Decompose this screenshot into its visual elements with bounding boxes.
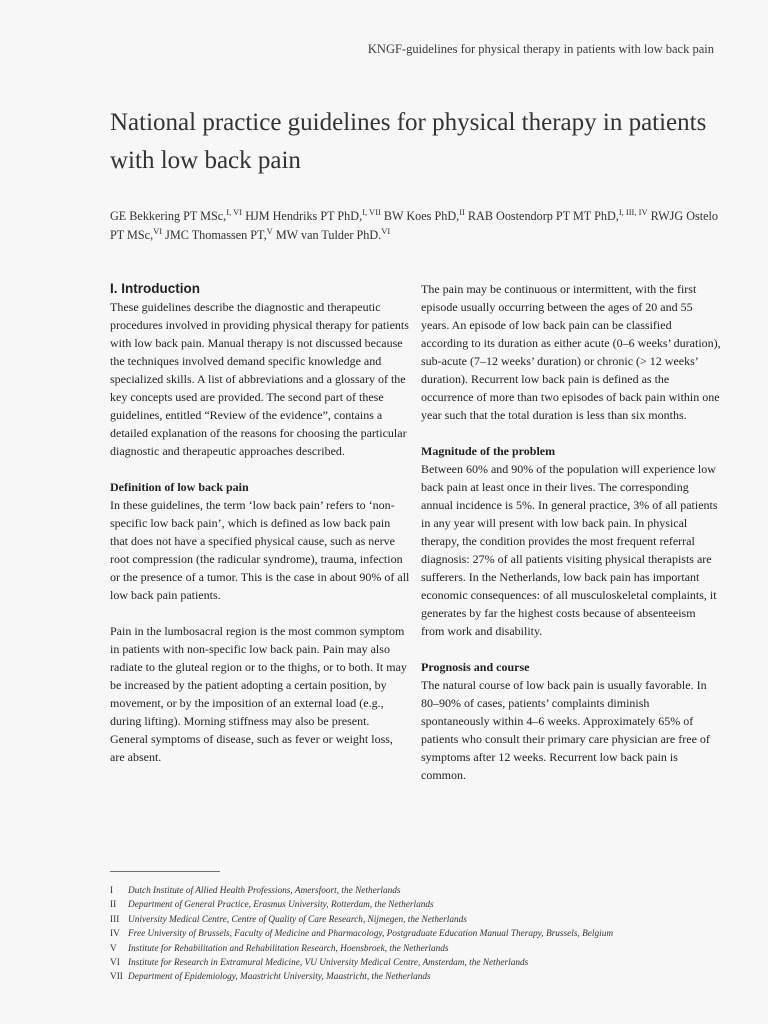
- author-affiliation: VI: [153, 225, 163, 236]
- author: RAB Oostendorp PT MT PhD,: [464, 209, 619, 223]
- right-column: [421, 280, 721, 784]
- paragraph-gap: [110, 604, 410, 622]
- footnote-item: [110, 942, 710, 956]
- footnote-text: Department of General Practice, Erasmus University, Rotterdam, the Netherlands: [128, 900, 434, 911]
- author: RWJG Ostelo PT MSc,: [110, 209, 719, 242]
- intro-paragraph: These guidelines describe the diagnostic and therapeutic procedures involved in providing physical therapy for patients with low back pain. Manual therapy is not discussed because the techniques involved demand specific knowledge and specialized skills. A list of abbreviations and a glossary of the key concepts used are provided. The second part of these guidelines, entitled “Review of the evidence”, contains a detailed explanation of the reasons for choosing the particular diagnostic and therapeutic approaches described.: [110, 300, 409, 458]
- footnote-number: III: [110, 914, 120, 925]
- left-column: [110, 280, 410, 766]
- author-affiliation: VI: [381, 225, 391, 236]
- footnote-number: V: [110, 943, 117, 954]
- paragraph-gap: [110, 460, 410, 478]
- author: JMC Thomassen PT,: [162, 228, 267, 242]
- footnote-item: [110, 927, 710, 941]
- running-header: KNGF-guidelines for physical therapy in patients with low back pain: [367, 42, 714, 56]
- definition-paragraph: In these guidelines, the term ‘low back pain’ refers to ‘non-specific low back pain’, which is defined as low back pain that does not have a specified physical cause, such as nerve root compression (the radicular syndrome), trauma, infection or the presence of a tumor. This is the case in about 90% of all low back pain patients.: [110, 498, 410, 602]
- subheading-magnitude: Magnitude of the problem: [421, 444, 556, 458]
- footnote-item: [110, 884, 710, 898]
- footnote-item: [110, 970, 710, 984]
- subheading-prognosis: Prognosis and course: [421, 660, 530, 674]
- author-affiliation: V: [266, 225, 273, 236]
- author-affiliation: I, VI: [226, 206, 243, 217]
- author: HJM Hendriks PT PhD,: [242, 209, 363, 223]
- section-heading-introduction: I. Introduction: [110, 281, 200, 296]
- footnote-rule: [110, 871, 220, 872]
- footnote-text: University Medical Centre, Centre of Quality of Care Research, Nijmegen, the Netherlands: [128, 914, 467, 925]
- author-affiliation: I, VII: [362, 206, 381, 217]
- footnote-text: Free University of Brussels, Faculty of Medicine and Pharmacology, Postgraduate Education Manual Therapy, Brussels, Belgium: [128, 929, 614, 940]
- footnote-number: I: [110, 886, 114, 896]
- author-list: [110, 207, 720, 245]
- footnote-text: Dutch Institute of Allied Health Professions, Amersfoort, the Netherlands: [128, 886, 401, 896]
- author-affiliation: II: [459, 206, 465, 217]
- footnote-number: VI: [110, 958, 120, 969]
- author: BW Koes PhD,: [380, 209, 460, 223]
- footnote-number: IV: [110, 929, 120, 940]
- footnote-text: Institute for Rehabilitation and Rehabilitation Research, Hoensbroek, the Netherlands: [128, 943, 449, 954]
- footnote-text: Department of Epidemiology, Maastricht University, Maastricht, the Netherlands: [128, 972, 431, 983]
- footnote-item: [110, 913, 710, 927]
- author-affiliation: I, III, IV: [618, 206, 648, 217]
- paragraph-gap: [421, 424, 721, 442]
- duration-paragraph: The pain may be continuous or intermittent, with the first episode usually occurring between the ages of 20 and 55 years. An episode of low back pain can be classified according to its duration as either acute (0–6 weeks’ duration), sub-acute (7–12 weeks’ duration) or chronic (> 12 weeks’ duration). Recurrent low back pain is defined as the occurrence of more than two episodes of back pain within one year such that the total duration is less than six months.: [421, 282, 721, 422]
- paper-title: National practice guidelines for physical therapy in patients with low back pain: [110, 109, 707, 174]
- footnote-number: II: [110, 900, 117, 911]
- footnote-text: Institute for Research in Extramural Medicine, VU University Medical Centre, Amsterdam, the Netherlands: [128, 958, 529, 969]
- paragraph-gap: [421, 640, 721, 658]
- prognosis-paragraph: The natural course of low back pain is usually favorable. In 80–90% of cases, patients’ complaints diminish spontaneously within 4–6 weeks. Approximately 65% of patients who consult their primary care physician are free of symptoms after 12 weeks. Recurrent low back pain is common.: [421, 678, 710, 782]
- subheading-definition: Definition of low back pain: [110, 480, 249, 494]
- affiliation-footnotes: [110, 884, 710, 985]
- author: GE Bekkering PT MSc,: [110, 209, 227, 223]
- author: MW van Tulder PhD.: [272, 228, 382, 242]
- footnote-number: VII: [110, 972, 123, 983]
- magnitude-paragraph: Between 60% and 90% of the population will experience low back pain at least once in their lives. The corresponding annual incidence is 5%. In general practice, 3% of all patients in any year will present with low back pain. In physical therapy, the condition provides the most frequent referral diagnosis: 27% of all patients visiting physical therapists are sufferers. In the Netherlands, low back pain has important economic consequences: of all musculoskeletal complaints, it generates by far the highest costs because of absenteeism from work and disability.: [421, 462, 718, 638]
- symptoms-paragraph: Pain in the lumbosacral region is the most common symptom in patients with non-specific low back pain. Pain may also radiate to the gluteal region or to the thighs, or to both. It may be increased by the patient adopting a certain position, by movement, or by the imposition of an external load (e.g., during lifting). Morning stiffness may also be present. General symptoms of disease, such as fever or weight loss, are absent.: [110, 624, 407, 764]
- footnote-item: [110, 956, 710, 970]
- footnote-item: [110, 898, 710, 912]
